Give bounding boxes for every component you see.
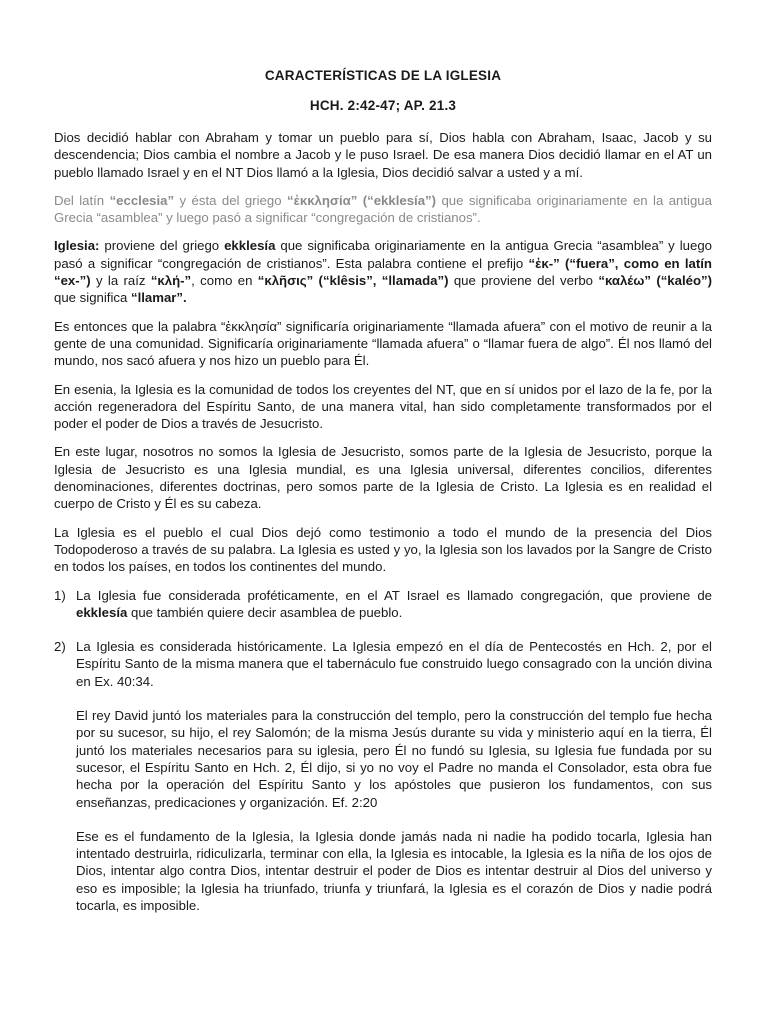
list-item-text: La Iglesia es considerada históricamente. La Iglesia empezó en el día de Pentecostés en Hch. 2, por el Espíritu Santo de la misma manera que el tabernáculo fue construido luego consagrado con la unción divina en Ex. 40:34. — [76, 639, 712, 689]
paragraph-foundation: Ese es el fundamento de la Iglesia, la Iglesia donde jamás nada ni nadie ha podido tocarla, Iglesia han intentado destruirla, ridiculizarla, terminar con ella, la Iglesia es intocable, la Iglesia es la niña de los ojos de Dios, intentar algo contra Dios, intentar destruir el poder de Dios es intentar destruir al Dios del universo y eso es imposible; la Iglesia ha triunfado, triunfa y triunfará, la Iglesia es el corazón de Dios y nadie podrá tocarla, es imposible. — [76, 828, 712, 913]
text-run: Del latín — [54, 192, 110, 208]
bold-term: “llamar”. — [130, 290, 187, 306]
list-number: 2) — [54, 639, 66, 655]
text-run: y ésta del griego — [174, 192, 287, 208]
bold-term: Iglesia: — [54, 238, 100, 254]
bold-term: “ἐκ-” (“fuera”, como en latín “ex-”) — [54, 255, 712, 289]
bold-term: ekklesía — [224, 238, 276, 254]
document-subtitle: HCH. 2:42-47; AP. 21.3 — [309, 98, 457, 113]
bold-term: “κλῆσις” (“klêsis”, “llamada”) — [257, 273, 449, 289]
text-run: que también quiere decir asamblea de pueblo. — [127, 604, 403, 620]
paragraph-etymology-latin — [54, 192, 712, 227]
paragraph-david-temple: El rey David juntó los materiales para la construcción del templo, pero la construcción del templo fue hecha por su sucesor, su hijo, el rey Salomón; de la misma Jesús durante su vida y ministerio aquí en la tierra, Él juntó los materiales necesarios para su iglesia, pero Él no fundó su Iglesia, su Iglesia fue fundada por su sucesor, el Espíritu Santo en Hch. 2, Él dijo, si yo no voy el Padre no manda el Consolador, esta obra fue hecha por la operación del Espíritu Santo y los apóstoles que pusieron los fundamentos, con sus enseñanzas, predicaciones y organización. Ef. 2:20 — [76, 708, 712, 810]
text-run: que significaba originariamente en la antigua Grecia “asamblea” y luego pasó a significar “congregación de cristianos”. — [54, 192, 712, 226]
paragraph-meaning: Es entonces que la palabra “ἐκκλησία” significaría originariamente “llamada afuera” con el motivo de reunir a la gente de una comunidad. Significaría originariamente “llamada afuera” o “llamar fuera de algo”. Él nos llamó del mundo, nos sacó afuera y nos hizo un pueblo para Él. — [54, 318, 712, 369]
paragraph-essence: En esenia, la Iglesia es la comunidad de todos los creyentes del NT, que en sí unidos por el lazo de la fe, por la acción regeneradora del Espíritu Santo, de una manera vital, han sido completamente transformados por el poder el poder de Dios a través de Jesucristo. — [54, 381, 712, 432]
text-run: , como en — [191, 273, 258, 289]
bold-term: “ecclesia” — [109, 192, 175, 208]
list-item-text — [76, 587, 712, 622]
paragraph-intro: Dios decidió hablar con Abraham y tomar un pueblo para sí, Dios habla con Abraham, Isaac, Jacob y su descendencia; Dios cambia el nombre a Jacob y le puso Israel. De esa manera Dios decidió llamar en el AT un pueblo llamado Israel y en el NT Dios llamó a la Iglesia, Dios decidió salvar a usted y a mí. — [54, 130, 712, 180]
list-item-1 — [54, 587, 712, 622]
text-run: que significa — [54, 290, 131, 306]
paragraph-universal-church: En este lugar, nosotros no somos la Iglesia de Jesucristo, somos parte de la Iglesia de Jesucristo, porque la Iglesia de Jesucristo es una Iglesia mundial, es una Iglesia universal, diferentes concilios, diferentes denominaciones, diferentes doctrinas, pero somos parte de la Iglesia de Cristo. La Iglesia es en realidad el cuerpo de Cristo y Él es su cabeza. — [54, 444, 712, 512]
text-run: que proviene del verbo — [448, 273, 599, 289]
list-number: 1) — [54, 587, 66, 603]
bold-term: “καλέω” (“kaléo”) — [598, 273, 713, 289]
paragraph-testimony: La Iglesia es el pueblo el cual Dios dejó como testimonio a todo el mundo de la presencia del Dios Todopoderoso a través de su palabra. La Iglesia es usted y yo, la Iglesia son los lavados por la Sangre de Cristo en todos los países, en todos los continentes del mundo. — [54, 524, 712, 575]
document-title: CARACTERÍSTICAS DE LA IGLESIA — [264, 68, 502, 83]
bold-term: “κλή-” — [150, 273, 192, 289]
text-run: La Iglesia fue considerada proféticamente, en el AT Israel es llamado congregación, que proviene de — [76, 587, 712, 603]
text-run: que significaba originariamente en la antigua Grecia “asamblea” y luego pasó a significar “congregación de cristianos”. Esta palabra contiene el prefijo — [54, 238, 712, 271]
bold-term: “ἐκκλησία” (“ekklesía”) — [286, 192, 437, 208]
bold-term: ekklesía — [76, 604, 128, 620]
text-run: proviene del griego — [99, 238, 225, 254]
paragraph-definition — [54, 237, 712, 306]
text-run: y la raíz — [90, 273, 151, 289]
list-item-2 — [54, 638, 712, 690]
